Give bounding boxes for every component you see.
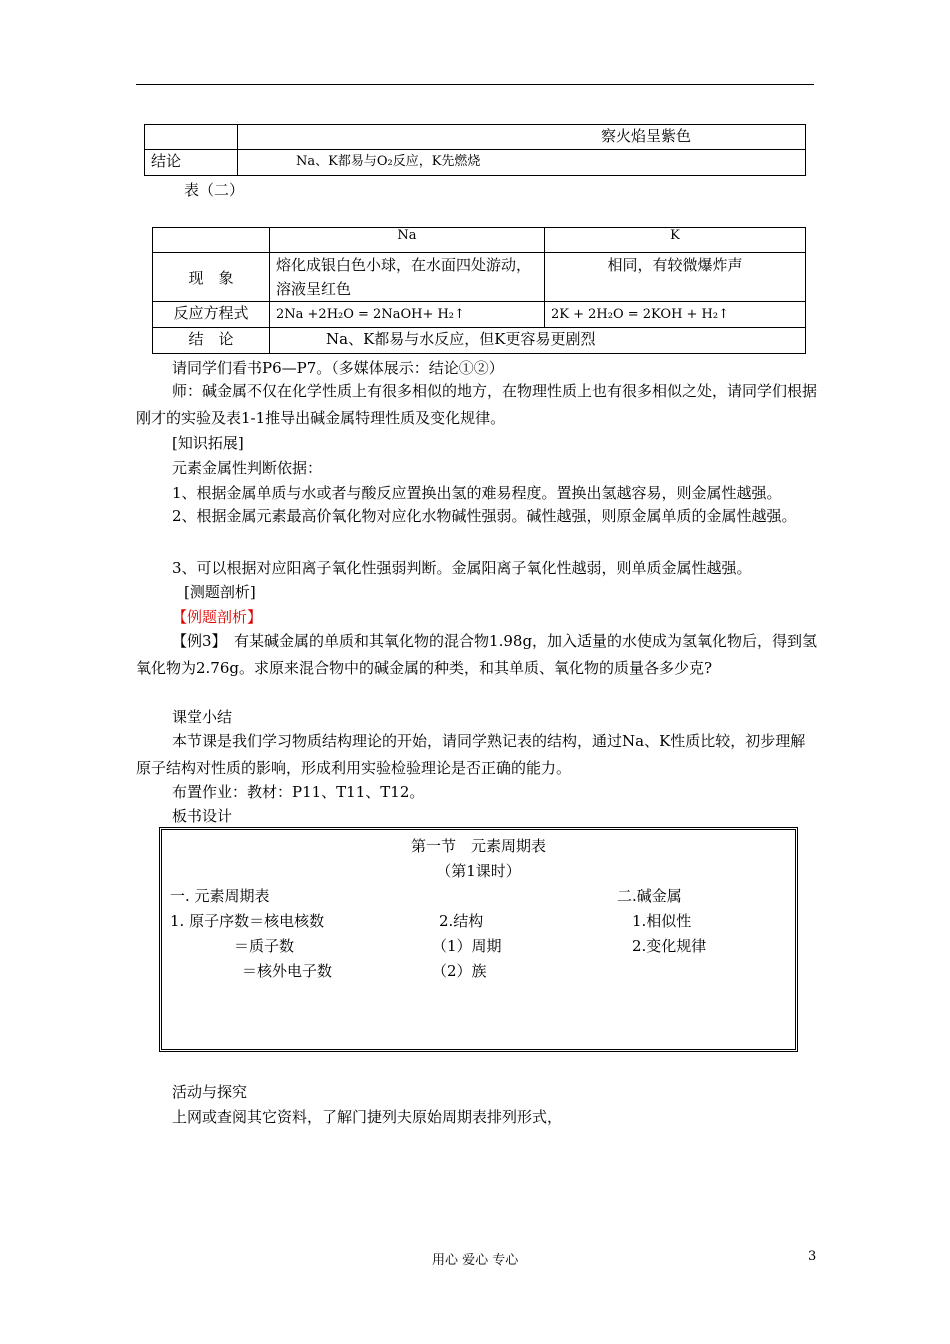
board-c2-r4: （2）族	[432, 962, 487, 980]
board-c3-r2: 1.相似性	[632, 912, 692, 930]
table-reaction-oxygen	[144, 124, 806, 176]
footer-text: 用心 爱心 专心	[432, 1253, 519, 1268]
table2-header-k: K	[545, 228, 806, 253]
table2-conclusion: Na、K都易与水反应，但K更容易更剧烈	[270, 328, 806, 354]
table1-cell-empty-a	[145, 125, 238, 150]
text-criterion-3: 3、可以根据对应阳离子氧化性强弱判断。金属阳离子氧化性越弱，则单质金属性越强。	[172, 559, 752, 577]
text-board-heading: 板书设计	[172, 807, 233, 825]
board-c1-r2: 1. 原子序数＝核电核数	[170, 912, 325, 930]
board-title: 第一节 元素周期表	[410, 837, 546, 855]
board-c2-r3: （1）周期	[432, 937, 502, 955]
text-read-book: 请同学们看书P6—P7。（多媒体展示：结论①②）	[172, 359, 504, 377]
text-example-heading: 【例题剖析】	[172, 608, 263, 626]
text-criterion-1: 1、根据金属单质与水或者与酸反应置换出氢的难易程度。置换出氢越容易，则金属性越强。	[172, 484, 782, 502]
table2-phen-na: 熔化成银白色小球，在水面四处游动，溶液呈红色	[270, 253, 545, 302]
table2-label-conclusion: 结 论	[153, 328, 270, 354]
table2-corner	[153, 228, 270, 253]
table-reaction-water	[152, 227, 806, 354]
table1-conclusion: Na、K都易与O₂反应，K先燃烧	[238, 150, 806, 176]
board-c1-r3: ＝质子数	[234, 937, 295, 955]
table1-label-conclusion: 结论	[145, 150, 238, 176]
text-summary-heading: 课堂小结	[172, 708, 233, 726]
board-c1-r4: ＝核外电子数	[242, 962, 333, 980]
table2-label-phenomenon: 现 象	[153, 253, 270, 302]
board-c2-r2: 2.结构	[439, 912, 484, 930]
table2-label-equation: 反应方程式	[153, 302, 270, 328]
table2-phen-k: 相同，有较微爆炸声	[545, 253, 806, 302]
header-rule	[136, 84, 814, 85]
table1-cell-empty-b	[238, 125, 596, 150]
table1-cell-right: 察火焰呈紫色	[595, 125, 806, 150]
text-criteria-heading: 元素金属性判断依据：	[172, 459, 323, 477]
board-c1-r1: 一. 元素周期表	[170, 887, 270, 905]
text-example-3: 【例3】 有某碱金属的单质和其氧化物的混合物1.98g，加入适量的水使成为氢氧化物后，得到氢氧化物为2.76g。求原来混合物中的碱金属的种类，和其单质、氧化物的质量各多少克?	[136, 632, 818, 677]
table2-eq-k: 2K + 2H₂O = 2KOH + H₂↑	[545, 302, 806, 328]
table2-eq-na: 2Na +2H₂O = 2NaOH+ H₂↑	[270, 302, 545, 328]
table2-header-na: Na	[270, 228, 545, 253]
board-c3-r1: 二.碱金属	[617, 887, 682, 905]
text-criterion-2: 2、根据金属元素最高价氧化物对应化水物碱性强弱。碱性越强，则原金属单质的金属性越强。	[172, 507, 797, 525]
text-homework: 布置作业：教材：P11、T11、T12。	[172, 783, 425, 801]
text-test-analysis: [测题剖析]	[184, 583, 256, 601]
table2-caption: 表（二）	[184, 181, 245, 199]
board-c3-r3: 2.变化规律	[632, 937, 707, 955]
board-design-box	[159, 827, 798, 1052]
text-activity-heading: 活动与探究	[172, 1083, 248, 1101]
page-number: 3	[808, 1249, 817, 1264]
text-teacher: 师：碱金属不仅在化学性质上有很多相似的地方，在物理性质上也有很多相似之处，请同学们根据刚才的实验及表1-1推导出碱金属特理性质及变化规律。	[136, 382, 818, 427]
text-knowledge-expand: [知识拓展]	[172, 434, 244, 452]
board-subtitle: （第1课时）	[436, 862, 521, 880]
text-activity: 上网或查阅其它资料，了解门捷列夫原始周期表排列形式，	[172, 1108, 563, 1126]
text-summary: 本节课是我们学习物质结构理论的开始，请同学熟记表的结构，通过Na、K性质比较，初步理解原子结构对性质的影响，形成利用实验检验理论是否正确的能力。	[136, 732, 806, 777]
